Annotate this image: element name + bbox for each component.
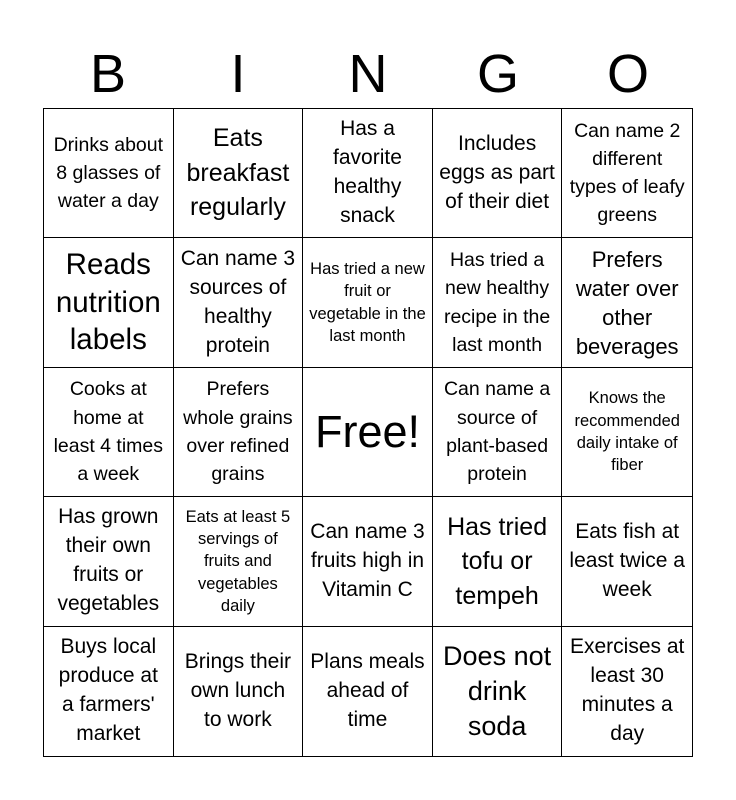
cell-text: Prefers whole grains over refined grains [183, 378, 293, 486]
bingo-cell[interactable] [174, 497, 304, 626]
cell-text: Cooks at home at least 4 times a week [53, 378, 164, 486]
cell-text: Includes eggs as part of their diet [439, 131, 555, 213]
cell-text: Knows the recommended daily intake of fiber [574, 389, 680, 475]
bingo-cell[interactable] [562, 627, 692, 756]
cell-text: Has grown their own fruits or vegetables [57, 505, 160, 616]
cell-text: Has tried tofu or tempeh [447, 512, 548, 610]
bingo-cell[interactable] [562, 497, 692, 626]
header-letter-b: B [89, 44, 127, 104]
header-letter-i: I [230, 44, 246, 104]
bingo-cell[interactable] [433, 238, 563, 367]
cell-text: Can name 3 fruits high in Vitamin C [310, 519, 425, 601]
header-letter-o: O [606, 44, 649, 104]
bingo-header [43, 40, 693, 108]
bingo-cell[interactable] [303, 627, 433, 756]
cell-text: Does not drink soda [443, 641, 552, 741]
header-letter-g: G [476, 44, 519, 104]
bingo-cell[interactable] [44, 627, 174, 756]
cell-text: Eats fish at least twice a week [569, 519, 685, 601]
bingo-cell[interactable] [174, 238, 304, 367]
cell-text: Can name 2 different types of leafy greens [569, 119, 685, 227]
bingo-cell[interactable] [44, 368, 174, 497]
cell-text: Has a favorite healthy snack [333, 117, 402, 228]
bingo-cell[interactable] [562, 238, 692, 367]
cell-text: Brings their own lunch to work [184, 649, 291, 731]
bingo-cell[interactable] [433, 627, 563, 756]
bingo-board [43, 108, 693, 757]
cell-text: Can name 3 sources of healthy protein [180, 246, 296, 357]
bingo-cell[interactable] [433, 109, 563, 238]
cell-text: Eats breakfast regularly [186, 124, 290, 222]
header-letter-n: N [348, 44, 388, 104]
free-space-cell[interactable] [303, 368, 433, 497]
free-space-label: Free! [314, 406, 420, 458]
bingo-cell[interactable] [303, 238, 433, 367]
cell-text: Exercises at least 30 minutes a day [570, 635, 685, 746]
bingo-cell[interactable] [174, 368, 304, 497]
bingo-cell[interactable] [562, 109, 692, 238]
bingo-cell[interactable] [44, 497, 174, 626]
bingo-cell[interactable] [44, 238, 174, 367]
cell-text: Drinks about 8 glasses of water a day [53, 133, 164, 213]
cell-text: Reads nutrition labels [55, 247, 161, 357]
bingo-cell[interactable] [44, 109, 174, 238]
bingo-cell[interactable] [303, 497, 433, 626]
cell-text: Prefers water over other beverages [575, 246, 679, 359]
cell-text: Can name a source of plant-based protein [443, 378, 551, 486]
bingo-cell[interactable] [174, 627, 304, 756]
bingo-cell[interactable] [174, 109, 304, 238]
cell-text: Has tried a new healthy recipe in the last month [443, 249, 551, 356]
bingo-cell[interactable] [433, 368, 563, 497]
bingo-cell[interactable] [433, 497, 563, 626]
cell-text: Plans meals ahead of time [310, 649, 425, 731]
bingo-cell[interactable] [562, 368, 692, 497]
cell-text: Has tried a new fruit or vegetable in the last month [309, 260, 426, 345]
cell-text: Eats at least 5 servings of fruits and vegetables daily [185, 507, 291, 615]
cell-text: Buys local produce at a farmers' market [58, 635, 158, 746]
bingo-cell[interactable] [303, 109, 433, 238]
